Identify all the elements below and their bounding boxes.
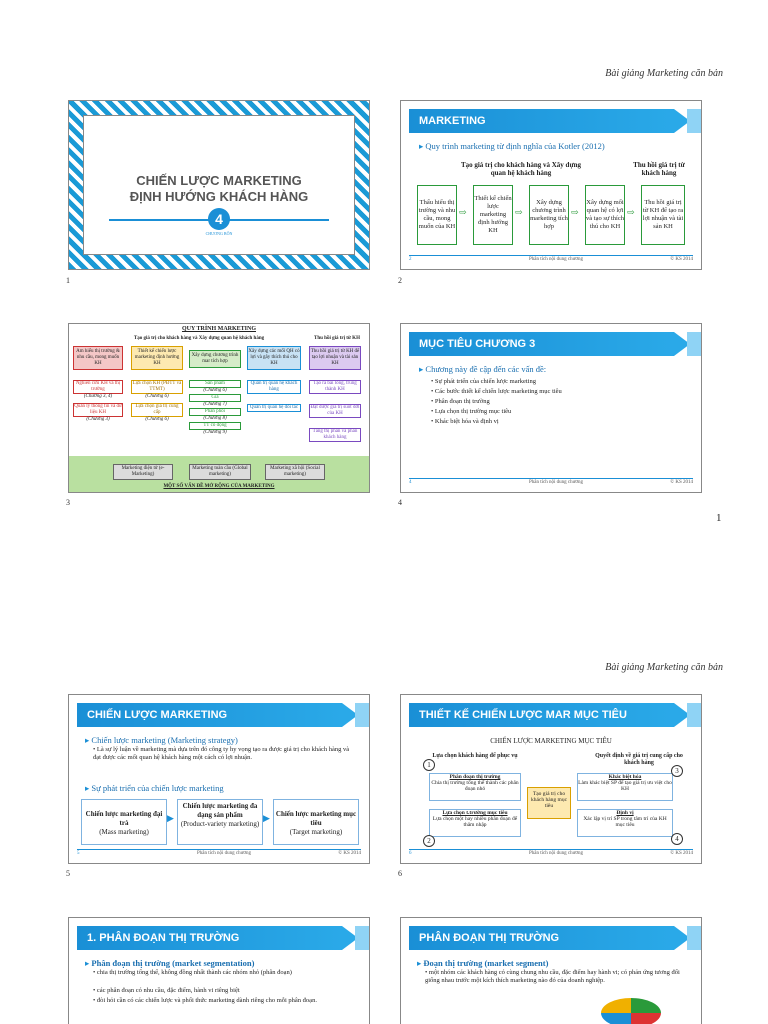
slide-number: 6 xyxy=(398,869,402,878)
slide-number: 1 xyxy=(66,276,70,285)
diagram-title: QUY TRÌNH MARKETING xyxy=(181,326,256,332)
process-box: Thiết kế chiến lược marketing định hướng KH xyxy=(131,346,183,370)
process-box: Thu hồi giá trị từ KH để tạo lợi nhuận và tài sản KH xyxy=(309,346,361,370)
slide1-title-line2: ĐỊNH HƯỚNG KHÁCH HÀNG xyxy=(129,189,309,204)
slide-4 xyxy=(400,323,702,493)
diagram-subtitle: CHIẾN LƯỢC MARKETING MỤC TIÊU xyxy=(490,737,612,745)
ext-box: Marketing điện tử (e-Marketing) xyxy=(113,464,173,480)
process-box: Xây dựng mối quan hệ có lợi và tạo sự thích thú cho KH xyxy=(585,185,625,245)
paragraph: • Là sự lý luận về marketing mà dựa trên đó công ty hy vọng tạo ra được giá trị cho khách hàng và đạt được các mối quan hệ khách hàng một cách có lợi nhuận. xyxy=(93,746,355,762)
process-box: Thấu hiểu thị trường và nhu cầu, mong muốn của KH xyxy=(417,185,457,245)
page-header: Bài giảng Marketing căn bản xyxy=(605,68,723,79)
bullet: ▸ Đoạn thị trường (market segment) xyxy=(417,958,548,969)
slide-title: MỤC TIÊU CHƯƠNG 3 xyxy=(409,332,674,356)
list-item: • chia thị trường tổng thể, không đồng nhất thành các nhóm nhỏ (phân đoạn) xyxy=(93,969,355,977)
slide-title: 1. PHÂN ĐOẠN THỊ TRƯỜNG xyxy=(77,926,342,950)
diagram-head: Lựa chọn khách hàng để phục vụ xyxy=(432,753,518,759)
slide-8 xyxy=(400,917,702,1024)
chapter-badge: 4 xyxy=(208,208,230,230)
page-header-2: Bài giảng Marketing căn bản xyxy=(605,662,723,673)
ext-box: Marketing xã hội (Social marketing) xyxy=(265,464,325,480)
list-item: • Sự phát triển của chiến lược marketing xyxy=(431,378,536,386)
list-item: • Lựa chọn thị trường mục tiêu xyxy=(431,408,511,416)
slide-number: 2 xyxy=(398,276,402,285)
slide-title: THIẾT KẾ CHIẾN LƯỢC MAR MỤC TIÊU xyxy=(409,703,674,727)
list-item: • một nhóm các khách hàng có cùng chung nhu cầu, đặc điểm hay hành vi; có phản ứng tương đối giống nhau trước một kích thích marketing nào đó của doanh nghiệp. xyxy=(425,969,687,985)
slide-number: 3 xyxy=(66,498,70,507)
page-number: 1 xyxy=(716,512,722,524)
slide-footer: 6 Phân tích nội dung chương © KS 2014 xyxy=(409,851,693,856)
process-box: Xây dựng chương trình mar tích hợp xyxy=(189,350,241,368)
slide-5: CHIẾN LƯỢC MARKETING ▸ Chiến lược marketing (Marketing strategy) • Là sự lý luận về marketing mà dựa trên đó công ty hy vọng tạo ra được giá trị cho khách hàng và đạt được các mối quan hệ khách hàng một cách có lợi nhuận. ▸ Sự phát triển của chiến lược marketing Chiến lược marketing đại trà (Mass marketing) ▶ Chiến lược marketing đa dạng sản phẩm (Product-variety marketing) ▶ Chiến lược marketing mục tiêu (Target marketing) 5 Phân tích nội dung chương © KS 2014 xyxy=(68,694,370,864)
group-label: Tạo giá trị cho khách hàng và Xây dựng quan hệ khách hàng xyxy=(133,336,265,341)
slide-3: QUY TRÌNH MARKETING Tạo giá trị cho khách hàng và Xây dựng quan hệ khách hàng Thu hồi giá trị từ KH Am hiểu thị trường & nhu cầu, mong muốn KH Thiết kế chiến lược marketing định hướng KH Xây dựng chương trình mar tích hợp Xây dựng các mối QH có lợi và gây thích thú cho KH Thu hồi giá trị từ KH để tạo lợi nhuận và tài sản KH Nghiên cứu KH và thị trường (Chương 3, 4) Quản lý thông tin và dữ liệu KH (Chương 3) Lựa chọn KH (PĐTT và TTMT) (Chương 6) Lựa chọn giá trị cung cấp (Chương 6) Sản phẩm (Chương 6) Giá (Chương 7) Phân phối (Chương 8) TT cổ động (Chương 9) Quản trị quan hệ khách hàng Quản trị quan hệ đối tác Tạo ra bài lòng, trung thành KH Đạt được giá trị suốt đời của KH Tăng thị phần và phần khách hàng Marketing điện tử (e-Marketing) Marketing toàn cầu (Global marketing) Marketing xã hội (Social marketing) MỘT SỐ VẤN ĐỀ MỞ RỘNG CỦA MARKETING xyxy=(68,323,370,493)
chapter-badge-label: CHƯƠNG BỐN xyxy=(205,231,233,236)
process-box: Thiết kế chiến lược marketing định hướng KH xyxy=(473,185,513,245)
slide-number: 5 xyxy=(66,869,70,878)
slide1-title-line1: CHIẾN LƯỢC MARKETING xyxy=(136,173,302,188)
diagram-head: Quyết định về giá trị cung cấp cho khách hàng xyxy=(595,753,683,766)
bullet: ▸ Chương này đề cập đến các vấn đề: xyxy=(419,364,546,375)
slide-footer: 2 Phân tích nội dung chương © KS 2014 xyxy=(409,257,693,262)
bullet: ▸ Chiến lược marketing (Marketing strategy) xyxy=(85,735,238,746)
list-item: • các phân đoạn có nhu cầu, đặc điểm, hành vi riêng biệt xyxy=(93,987,355,995)
bullet: ▸ Quy trình marketing từ định nghĩa của Kotler (2012) xyxy=(419,141,689,152)
bullet: ▸ Phân đoạn thị trường (market segmentation) xyxy=(85,958,254,969)
slide-title: PHÂN ĐOẠN THỊ TRƯỜNG xyxy=(409,926,674,950)
slide-title: MARKETING xyxy=(409,109,674,133)
center-box: Tạo giá trị cho khách hàng mục tiêu xyxy=(527,787,571,819)
bullet: ▸ Sự phát triển của chiến lược marketing xyxy=(85,783,224,794)
process-box: Xây dựng chương trình marketing tích hợp xyxy=(529,185,569,245)
list-item: • Khác biệt hóa và định vị xyxy=(431,418,499,426)
slide-1 xyxy=(68,100,370,270)
slide-number: 4 xyxy=(398,498,402,507)
group-label: Tạo giá trị cho khách hàng và Xây dựng quan hệ khách hàng xyxy=(460,161,582,177)
ext-box: Marketing toàn cầu (Global marketing) xyxy=(189,464,251,480)
slide-title: CHIẾN LƯỢC MARKETING xyxy=(77,703,342,727)
list-item: • Các bước thiết kế chiến lược marketing mục tiêu xyxy=(431,388,562,396)
list-item: • đòi hỏi cần có các chiến lược và phối thức marketing dành riêng cho mỗi phân đoạn. xyxy=(93,997,355,1005)
slide-footer: 5 Phân tích nội dung chương © KS 2014 xyxy=(77,851,361,856)
process-box: Xây dựng các mối QH có lợi và gây thích thú cho KH xyxy=(247,346,301,370)
process-box: Thu hồi giá trị từ KH để tạo ra lợi nhuận và tài sản KH xyxy=(641,185,685,245)
slide-7 xyxy=(68,917,370,1024)
slide-2: MARKETING ▸ Quy trình marketing từ định nghĩa của Kotler (2012) Tạo giá trị cho khách hàng và Xây dựng quan hệ khách hàng Thu hồi giá trị từ khách hàng Thấu hiểu thị trường và nhu cầu, mong muốn của KH ⇨ Thiết kế chiến lược marketing định hướng KH ⇨ Xây dựng chương trình marketing tích hợp ⇨ Xây dựng mối quan hệ có lợi và tạo sự thích thú cho KH ⇨ Thu hồi giá trị từ KH để tạo ra lợi nhuận và tài sản KH 2 Phân tích nội dung chương © KS 2014 xyxy=(400,100,702,270)
segment-illustration xyxy=(601,998,661,1024)
ext-title: MỘT SỐ VẤN ĐỀ MỞ RỘNG CỦA MARKETING xyxy=(163,484,275,489)
slide-6: THIẾT KẾ CHIẾN LƯỢC MAR MỤC TIÊU CHIẾN LƯỢC MARKETING MỤC TIÊU Lựa chọn khách hàng để phục vụ Quyết định về giá trị cung cấp cho khách hàng Phân đoạn thị trường Chia thị trường tổng thể thành các phân đoạn nhỏ Lựa chọn t.trường mục tiêu Lựa chọn một hay nhiều phân đoạn để thâm nhập Khác biệt hóa Làm khác biệt SP để tạo giá trị ưu việt cho KH Định vị Xác lập vị trí SP trong tâm trí của KH mục tiêu Tạo giá trị cho khách hàng mục tiêu 1 2 3 4 6 Phân tích nội dung chương © KS 2014 xyxy=(400,694,702,864)
list-item: • Phân đoạn thị trường xyxy=(431,398,490,406)
slide-footer: 4 Phân tích nội dung chương © KS 2014 xyxy=(409,480,693,485)
process-box: Am hiểu thị trường & nhu cầu, mong muốn KH xyxy=(73,346,123,370)
group-label: Thu hồi giá trị từ KH xyxy=(314,336,360,341)
group-label: Thu hồi giá trị từ khách hàng xyxy=(633,161,685,177)
